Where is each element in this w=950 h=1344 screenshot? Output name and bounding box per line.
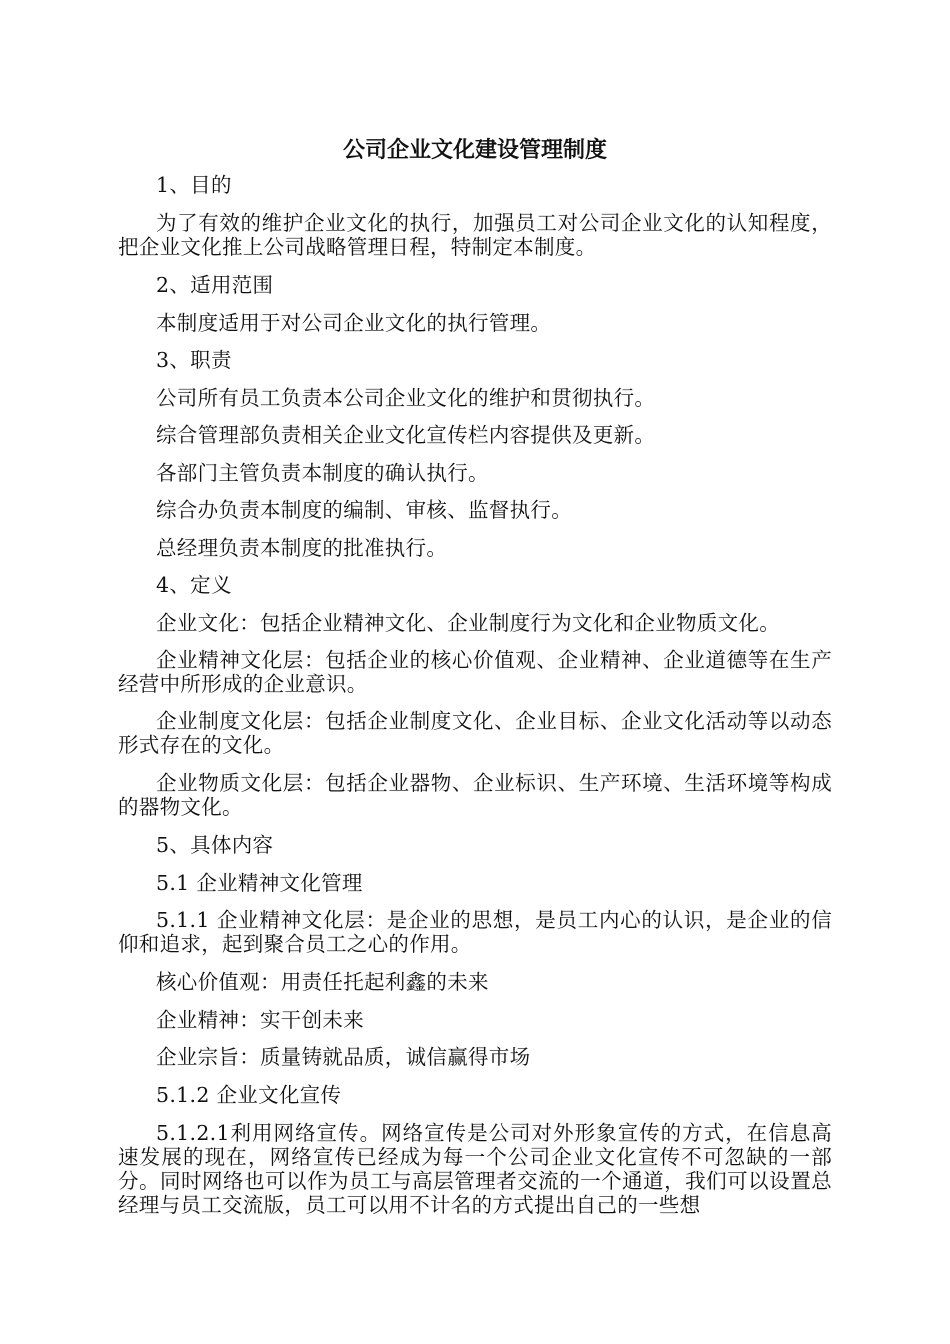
paragraph-responsibility-1: 公司所有员工负责本公司企业文化的维护和贯彻执行。 <box>156 386 656 410</box>
section-heading-purpose: 1、目的 <box>156 173 232 197</box>
subsection-heading-5-1-2: 5.1.2 企业文化宣传 <box>156 1083 342 1107</box>
section-heading-responsibilities: 3、职责 <box>156 348 232 372</box>
paragraph-definition-2: 企业精神文化层：包括企业的核心价值观、企业精神、企业道德等在生产经营中所形成的企业意识。 <box>118 648 832 696</box>
paragraph-responsibility-3: 各部门主管负责本制度的确认执行。 <box>156 461 489 485</box>
section-heading-scope: 2、适用范围 <box>156 273 274 297</box>
paragraph-enterprise-purpose: 企业宗旨：质量铸就品质，诚信赢得市场 <box>156 1045 531 1069</box>
paragraph-definition-4: 企业物质文化层：包括企业器物、企业标识、生产环境、生活环境等构成的器物文化。 <box>118 771 832 819</box>
paragraph-5-1-1: 5.1.1 企业精神文化层：是企业的思想，是员工内心的认识，是企业的信仰和追求，起到聚合员工之心的作用。 <box>118 908 832 956</box>
subsection-heading-5-1: 5.1 企业精神文化管理 <box>156 871 363 895</box>
paragraph-definition-3: 企业制度文化层：包括企业制度文化、企业目标、企业文化活动等以动态形式存在的文化。 <box>118 709 832 757</box>
document-title: 公司企业文化建设管理制度 <box>342 137 607 163</box>
paragraph-responsibility-4: 综合办负责本制度的编制、审核、监督执行。 <box>156 498 572 522</box>
paragraph-core-values: 核心价值观：用责任托起利鑫的未来 <box>156 970 489 994</box>
paragraph-scope: 本制度适用于对公司企业文化的执行管理。 <box>156 311 552 335</box>
section-heading-definitions: 4、定义 <box>156 573 232 597</box>
paragraph-responsibility-2: 综合管理部负责相关企业文化宣传栏内容提供及更新。 <box>156 423 656 447</box>
page-bottom-margin <box>0 1240 950 1344</box>
paragraph-purpose: 为了有效的维护企业文化的执行，加强员工对公司企业文化的认知程度，把企业文化推上公司战略管理日程，特制定本制度。 <box>118 211 832 259</box>
paragraph-responsibility-5: 总经理负责本制度的批准执行。 <box>156 536 448 560</box>
paragraph-enterprise-spirit: 企业精神：实干创未来 <box>156 1008 364 1032</box>
section-heading-content: 5、具体内容 <box>156 833 274 857</box>
paragraph-definition-1: 企业文化：包括企业精神文化、企业制度行为文化和企业物质文化。 <box>156 611 780 635</box>
paragraph-5-1-2-1: 5.1.2.1利用网络宣传。网络宣传是公司对外形象宣传的方式，在信息高速发展的现在，网络宣传已经成为每一个公司企业文化宣传不可忽缺的一部分。同时网络也可以作为员工与高层管理者交流的一个通道，我们可以设置总经理与员工交流版，员工可以用不计名的方式提出自己的一些想 <box>118 1121 832 1217</box>
